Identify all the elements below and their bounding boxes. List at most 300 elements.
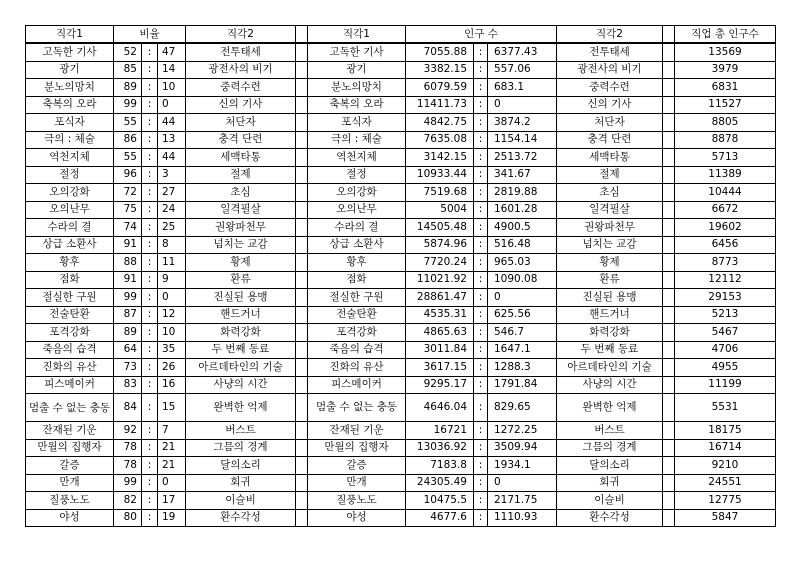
total-cell: 11527 — [675, 96, 776, 114]
table-row — [26, 236, 776, 254]
gap-cell — [663, 439, 675, 457]
population-colon-cell: : — [474, 422, 488, 440]
ratio-left-cell: 55 — [114, 114, 142, 132]
job1-cell: 진화의 유산 — [26, 359, 114, 377]
population-left-cell: 10933.44 — [406, 166, 474, 184]
job2-cell: 화력강화 — [186, 324, 296, 342]
gap-cell — [663, 457, 675, 475]
ratio-right-cell: 14 — [158, 61, 186, 79]
job2-dup-cell: 충격 단련 — [557, 131, 663, 149]
gap-cell — [296, 457, 308, 475]
gap-cell — [296, 341, 308, 359]
gap-cell — [663, 324, 675, 342]
population-left-cell: 3617.15 — [406, 359, 474, 377]
job2-cell: 절제 — [186, 166, 296, 184]
job2-cell: 회귀 — [186, 474, 296, 492]
ratio-right-cell: 3 — [158, 166, 186, 184]
population-left-cell: 11411.73 — [406, 96, 474, 114]
gap-cell — [663, 96, 675, 114]
ratio-left-cell: 78 — [114, 457, 142, 475]
ratio-left-cell: 55 — [114, 149, 142, 167]
ratio-left-cell: 75 — [114, 201, 142, 219]
ratio-right-cell: 19 — [158, 509, 186, 527]
job1-cell: 죽음의 습격 — [26, 341, 114, 359]
population-left-cell: 11021.92 — [406, 271, 474, 289]
gap-cell — [663, 306, 675, 324]
table-row — [26, 492, 776, 510]
total-cell: 18175 — [675, 422, 776, 440]
population-left-cell: 7720.24 — [406, 254, 474, 272]
gap-cell — [296, 324, 308, 342]
population-left-cell: 4865.63 — [406, 324, 474, 342]
gap-cell — [296, 492, 308, 510]
total-cell: 5847 — [675, 509, 776, 527]
population-colon-cell: : — [474, 201, 488, 219]
job2-dup-cell: 그믐의 경계 — [557, 439, 663, 457]
header-job1-b: 직각1 — [308, 26, 406, 44]
job2-dup-cell: 사냥의 시간 — [557, 376, 663, 394]
total-cell: 5467 — [675, 324, 776, 342]
header-row — [26, 26, 776, 44]
population-colon-cell: : — [474, 394, 488, 422]
gap-cell — [296, 43, 308, 61]
table-row — [26, 219, 776, 237]
header-gap-2 — [663, 26, 675, 44]
header-population: 인구 수 — [406, 26, 557, 44]
job2-cell: 환수각성 — [186, 509, 296, 527]
gap-cell — [296, 474, 308, 492]
ratio-left-cell: 83 — [114, 376, 142, 394]
population-colon-cell: : — [474, 79, 488, 97]
job2-dup-cell: 진실된 용맹 — [557, 289, 663, 307]
job2-cell: 두 번째 동료 — [186, 341, 296, 359]
job1-cell: 고독한 기사 — [26, 43, 114, 61]
population-colon-cell: : — [474, 324, 488, 342]
gap-cell — [663, 114, 675, 132]
job2-cell: 사냥의 시간 — [186, 376, 296, 394]
total-cell: 5531 — [675, 394, 776, 422]
population-right-cell: 683.1 — [488, 79, 557, 97]
ratio-right-cell: 21 — [158, 457, 186, 475]
total-cell: 12775 — [675, 492, 776, 510]
population-right-cell: 4900.5 — [488, 219, 557, 237]
table-row — [26, 474, 776, 492]
population-left-cell: 3142.15 — [406, 149, 474, 167]
gap-cell — [296, 376, 308, 394]
job2-cell: 핸드거너 — [186, 306, 296, 324]
table-row — [26, 131, 776, 149]
job2-dup-cell: 환류 — [557, 271, 663, 289]
table-row — [26, 359, 776, 377]
ratio-colon-cell: : — [142, 306, 158, 324]
ratio-left-cell: 80 — [114, 509, 142, 527]
ratio-colon-cell: : — [142, 359, 158, 377]
job2-dup-cell: 일격필살 — [557, 201, 663, 219]
ratio-colon-cell: : — [142, 236, 158, 254]
population-left-cell: 4646.04 — [406, 394, 474, 422]
job1-dup-cell: 피스메이커 — [308, 376, 406, 394]
population-colon-cell: : — [474, 289, 488, 307]
job1-cell: 황후 — [26, 254, 114, 272]
population-right-cell: 1791.84 — [488, 376, 557, 394]
job2-dup-cell: 완벽한 억제 — [557, 394, 663, 422]
gap-cell — [296, 394, 308, 422]
gap-cell — [663, 492, 675, 510]
job1-cell: 만월의 집행자 — [26, 439, 114, 457]
population-left-cell: 5004 — [406, 201, 474, 219]
job1-dup-cell: 질풍노도 — [308, 492, 406, 510]
ratio-colon-cell: : — [142, 114, 158, 132]
ratio-colon-cell: : — [142, 492, 158, 510]
population-right-cell: 0 — [488, 96, 557, 114]
total-cell: 3979 — [675, 61, 776, 79]
ratio-left-cell: 88 — [114, 254, 142, 272]
ratio-left-cell: 84 — [114, 394, 142, 422]
population-left-cell: 4842.75 — [406, 114, 474, 132]
gap-cell — [296, 79, 308, 97]
job1-cell: 질풍노도 — [26, 492, 114, 510]
ratio-colon-cell: : — [142, 61, 158, 79]
job2-cell: 아르데타인의 기술 — [186, 359, 296, 377]
job2-dup-cell: 절제 — [557, 166, 663, 184]
population-left-cell: 24305.49 — [406, 474, 474, 492]
ratio-left-cell: 52 — [114, 43, 142, 61]
job1-dup-cell: 역천지체 — [308, 149, 406, 167]
job2-dup-cell: 초심 — [557, 184, 663, 202]
job1-cell: 오의난무 — [26, 201, 114, 219]
gap-cell — [296, 306, 308, 324]
job2-cell: 충격 단련 — [186, 131, 296, 149]
job1-cell: 극의 : 체술 — [26, 131, 114, 149]
total-cell: 12112 — [675, 271, 776, 289]
job1-cell: 상급 소환사 — [26, 236, 114, 254]
gap-cell — [663, 474, 675, 492]
population-left-cell: 9295.17 — [406, 376, 474, 394]
population-left-cell: 7183.8 — [406, 457, 474, 475]
ratio-colon-cell: : — [142, 184, 158, 202]
ratio-right-cell: 11 — [158, 254, 186, 272]
job1-dup-cell: 멈출 수 없는 충동 — [308, 394, 406, 422]
ratio-left-cell: 91 — [114, 271, 142, 289]
ratio-colon-cell: : — [142, 474, 158, 492]
job1-cell: 만개 — [26, 474, 114, 492]
gap-cell — [296, 254, 308, 272]
job1-dup-cell: 전술탄환 — [308, 306, 406, 324]
total-cell: 13569 — [675, 43, 776, 61]
job1-dup-cell: 포격강화 — [308, 324, 406, 342]
total-cell: 11199 — [675, 376, 776, 394]
job2-dup-cell: 광전사의 비기 — [557, 61, 663, 79]
job2-cell: 이슬비 — [186, 492, 296, 510]
ratio-left-cell: 86 — [114, 131, 142, 149]
table-row — [26, 184, 776, 202]
ratio-left-cell: 99 — [114, 474, 142, 492]
ratio-right-cell: 21 — [158, 439, 186, 457]
table-row — [26, 254, 776, 272]
total-cell: 8878 — [675, 131, 776, 149]
job2-dup-cell: 회귀 — [557, 474, 663, 492]
population-right-cell: 2513.72 — [488, 149, 557, 167]
population-right-cell: 1272.25 — [488, 422, 557, 440]
table-row — [26, 376, 776, 394]
job1-cell: 포식자 — [26, 114, 114, 132]
ratio-colon-cell: : — [142, 131, 158, 149]
total-cell: 24551 — [675, 474, 776, 492]
ratio-colon-cell: : — [142, 289, 158, 307]
job2-cell: 전투태세 — [186, 43, 296, 61]
population-colon-cell: : — [474, 96, 488, 114]
ratio-left-cell: 89 — [114, 79, 142, 97]
population-right-cell: 1288.3 — [488, 359, 557, 377]
total-cell: 9210 — [675, 457, 776, 475]
ratio-left-cell: 99 — [114, 289, 142, 307]
population-colon-cell: : — [474, 184, 488, 202]
population-right-cell: 1090.08 — [488, 271, 557, 289]
job2-dup-cell: 황제 — [557, 254, 663, 272]
table-row — [26, 289, 776, 307]
job2-dup-cell: 이슬비 — [557, 492, 663, 510]
population-right-cell: 6377.43 — [488, 43, 557, 61]
population-left-cell: 4677.6 — [406, 509, 474, 527]
ratio-right-cell: 17 — [158, 492, 186, 510]
job1-cell: 수라의 결 — [26, 219, 114, 237]
gap-cell — [296, 219, 308, 237]
header-total: 직업 총 인구수 — [675, 26, 776, 44]
population-colon-cell: : — [474, 166, 488, 184]
job1-dup-cell: 야성 — [308, 509, 406, 527]
job2-cell: 신의 기사 — [186, 96, 296, 114]
ratio-colon-cell: : — [142, 219, 158, 237]
population-right-cell: 2171.75 — [488, 492, 557, 510]
job1-dup-cell: 갈증 — [308, 457, 406, 475]
population-left-cell: 5874.96 — [406, 236, 474, 254]
ratio-left-cell: 85 — [114, 61, 142, 79]
job2-dup-cell: 화력강화 — [557, 324, 663, 342]
ratio-colon-cell: : — [142, 394, 158, 422]
gap-cell — [296, 271, 308, 289]
job2-dup-cell: 권왕파천무 — [557, 219, 663, 237]
job1-dup-cell: 절실한 구원 — [308, 289, 406, 307]
job1-dup-cell: 오의난무 — [308, 201, 406, 219]
gap-cell — [663, 376, 675, 394]
job2-dup-cell: 아르데타인의 기술 — [557, 359, 663, 377]
population-colon-cell: : — [474, 114, 488, 132]
gap-cell — [296, 359, 308, 377]
ratio-colon-cell: : — [142, 341, 158, 359]
population-colon-cell: : — [474, 359, 488, 377]
job1-dup-cell: 수라의 결 — [308, 219, 406, 237]
ratio-right-cell: 13 — [158, 131, 186, 149]
ratio-colon-cell: : — [142, 96, 158, 114]
population-left-cell: 3382.15 — [406, 61, 474, 79]
population-right-cell: 341.67 — [488, 166, 557, 184]
table-row — [26, 306, 776, 324]
population-right-cell: 3874.2 — [488, 114, 557, 132]
job1-dup-cell: 포식자 — [308, 114, 406, 132]
ratio-right-cell: 8 — [158, 236, 186, 254]
ratio-colon-cell: : — [142, 376, 158, 394]
total-cell: 4706 — [675, 341, 776, 359]
gap-cell — [296, 439, 308, 457]
population-right-cell: 965.03 — [488, 254, 557, 272]
ratio-left-cell: 72 — [114, 184, 142, 202]
job2-cell: 세맥타통 — [186, 149, 296, 167]
job2-dup-cell: 처단자 — [557, 114, 663, 132]
table-row — [26, 509, 776, 527]
job1-cell: 절정 — [26, 166, 114, 184]
gap-cell — [663, 184, 675, 202]
table-row — [26, 439, 776, 457]
population-right-cell: 516.48 — [488, 236, 557, 254]
population-right-cell: 1154.14 — [488, 131, 557, 149]
job2-dup-cell: 환수각성 — [557, 509, 663, 527]
header-job1: 직각1 — [26, 26, 114, 44]
population-colon-cell: : — [474, 271, 488, 289]
population-left-cell: 16721 — [406, 422, 474, 440]
ratio-colon-cell: : — [142, 271, 158, 289]
job1-cell: 갈증 — [26, 457, 114, 475]
job1-dup-cell: 황후 — [308, 254, 406, 272]
ratio-right-cell: 0 — [158, 289, 186, 307]
ratio-left-cell: 91 — [114, 236, 142, 254]
gap-cell — [663, 236, 675, 254]
ratio-left-cell: 87 — [114, 306, 142, 324]
population-right-cell: 625.56 — [488, 306, 557, 324]
population-right-cell: 1110.93 — [488, 509, 557, 527]
job2-cell: 중력수련 — [186, 79, 296, 97]
table-row — [26, 422, 776, 440]
job2-cell: 권왕파천무 — [186, 219, 296, 237]
ratio-right-cell: 0 — [158, 474, 186, 492]
population-colon-cell: : — [474, 131, 488, 149]
ratio-left-cell: 99 — [114, 96, 142, 114]
ratio-colon-cell: : — [142, 422, 158, 440]
job1-cell: 분노의망치 — [26, 79, 114, 97]
ratio-left-cell: 89 — [114, 324, 142, 342]
gap-cell — [663, 254, 675, 272]
table-row — [26, 341, 776, 359]
population-colon-cell: : — [474, 457, 488, 475]
gap-cell — [663, 149, 675, 167]
gap-cell — [663, 219, 675, 237]
ratio-left-cell: 92 — [114, 422, 142, 440]
job1-cell: 전술탄환 — [26, 306, 114, 324]
gap-cell — [663, 201, 675, 219]
job2-cell: 황제 — [186, 254, 296, 272]
ratio-left-cell: 73 — [114, 359, 142, 377]
table-row — [26, 394, 776, 422]
table-row — [26, 201, 776, 219]
population-left-cell: 7519.68 — [406, 184, 474, 202]
header-gap — [296, 26, 308, 44]
total-cell: 6456 — [675, 236, 776, 254]
population-colon-cell: : — [474, 43, 488, 61]
population-colon-cell: : — [474, 474, 488, 492]
ratio-right-cell: 15 — [158, 394, 186, 422]
population-colon-cell: : — [474, 509, 488, 527]
population-colon-cell: : — [474, 492, 488, 510]
ratio-left-cell: 78 — [114, 439, 142, 457]
job1-cell: 점화 — [26, 271, 114, 289]
job2-cell: 버스트 — [186, 422, 296, 440]
gap-cell — [296, 114, 308, 132]
gap-cell — [663, 394, 675, 422]
ratio-right-cell: 44 — [158, 149, 186, 167]
ratio-colon-cell: : — [142, 509, 158, 527]
ratio-right-cell: 0 — [158, 96, 186, 114]
gap-cell — [296, 149, 308, 167]
job1-dup-cell: 죽음의 습격 — [308, 341, 406, 359]
job1-cell: 절실한 구원 — [26, 289, 114, 307]
job2-cell: 초심 — [186, 184, 296, 202]
gap-cell — [296, 61, 308, 79]
ratio-right-cell: 10 — [158, 79, 186, 97]
population-colon-cell: : — [474, 236, 488, 254]
job1-dup-cell: 광기 — [308, 61, 406, 79]
population-colon-cell: : — [474, 439, 488, 457]
total-cell: 4955 — [675, 359, 776, 377]
job2-dup-cell: 핸드거너 — [557, 306, 663, 324]
job2-cell: 그믐의 경계 — [186, 439, 296, 457]
ratio-right-cell: 27 — [158, 184, 186, 202]
header-job2-b: 직각2 — [557, 26, 663, 44]
gap-cell — [296, 166, 308, 184]
gap-cell — [663, 61, 675, 79]
population-colon-cell: : — [474, 376, 488, 394]
ratio-right-cell: 10 — [158, 324, 186, 342]
job2-cell: 넘치는 교감 — [186, 236, 296, 254]
population-right-cell: 2819.88 — [488, 184, 557, 202]
ratio-left-cell: 64 — [114, 341, 142, 359]
total-cell: 29153 — [675, 289, 776, 307]
job1-dup-cell: 진화의 유산 — [308, 359, 406, 377]
population-left-cell: 14505.48 — [406, 219, 474, 237]
ratio-colon-cell: : — [142, 201, 158, 219]
gap-cell — [663, 422, 675, 440]
population-colon-cell: : — [474, 306, 488, 324]
gap-cell — [663, 271, 675, 289]
ratio-left-cell: 74 — [114, 219, 142, 237]
ratio-colon-cell: : — [142, 457, 158, 475]
gap-cell — [663, 509, 675, 527]
gap-cell — [296, 96, 308, 114]
population-right-cell: 0 — [488, 289, 557, 307]
ratio-colon-cell: : — [142, 254, 158, 272]
ratio-colon-cell: : — [142, 166, 158, 184]
gap-cell — [663, 341, 675, 359]
total-cell: 16714 — [675, 439, 776, 457]
job1-dup-cell: 오의강화 — [308, 184, 406, 202]
header-ratio: 비율 — [114, 26, 186, 44]
gap-cell — [296, 422, 308, 440]
job1-dup-cell: 상급 소환사 — [308, 236, 406, 254]
total-cell: 5213 — [675, 306, 776, 324]
job1-dup-cell: 절정 — [308, 166, 406, 184]
gap-cell — [663, 166, 675, 184]
ratio-colon-cell: : — [142, 79, 158, 97]
population-left-cell: 7635.08 — [406, 131, 474, 149]
header-job2: 직각2 — [186, 26, 296, 44]
job2-dup-cell: 중력수련 — [557, 79, 663, 97]
table-row — [26, 79, 776, 97]
job1-cell: 야성 — [26, 509, 114, 527]
population-left-cell: 4535.31 — [406, 306, 474, 324]
ratio-right-cell: 26 — [158, 359, 186, 377]
job1-cell: 광기 — [26, 61, 114, 79]
table-row — [26, 61, 776, 79]
table-row — [26, 166, 776, 184]
ratio-colon-cell: : — [142, 439, 158, 457]
